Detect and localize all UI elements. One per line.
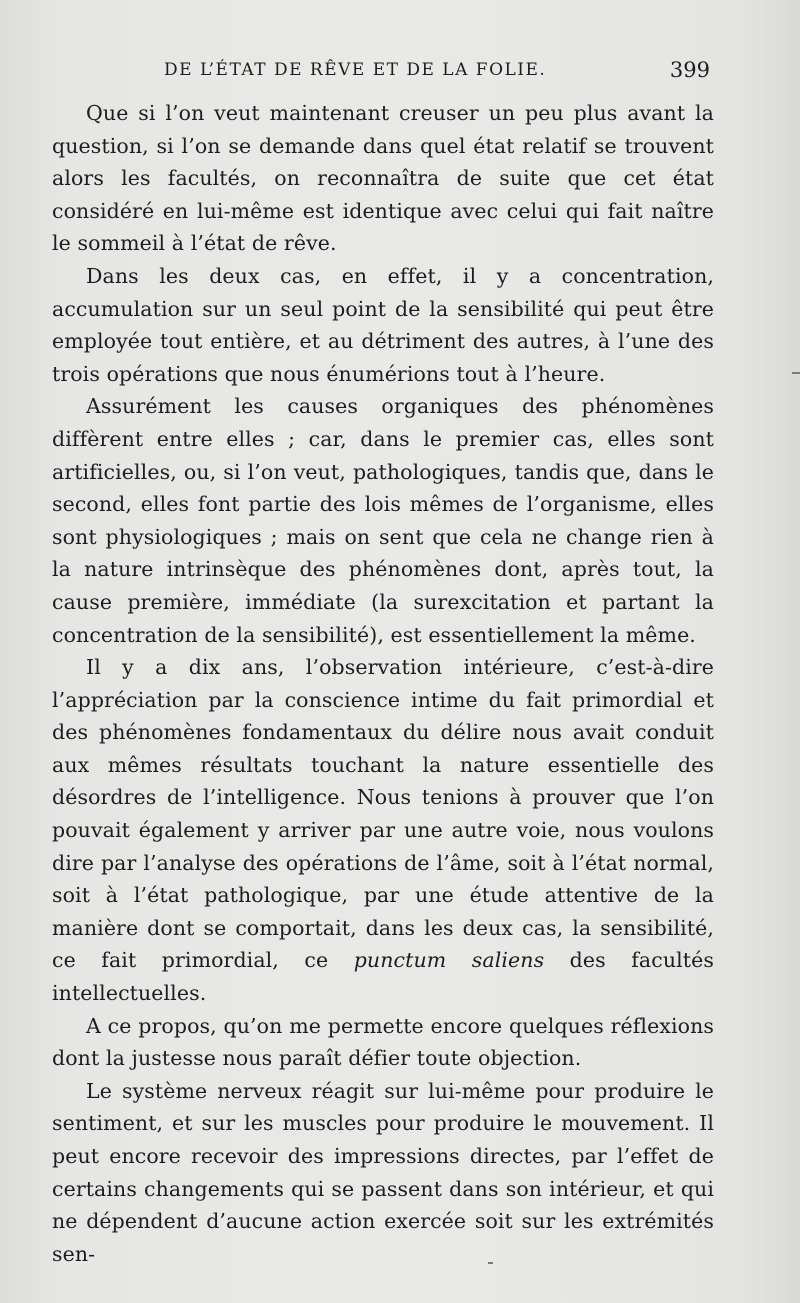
- page-header: [150, 58, 710, 88]
- margin-mark: [792, 372, 800, 374]
- paragraph-3: Assurément les causes organiques des phénomènes diffèrent entre elles ; car, dans le premier cas, elles sont artificielles, ou, si l’on veut, pathologiques, tandis que, dans le second, elles font partie des lois mêmes de l’organisme, elles sont physiologiques ; mais on sent que cela ne change rien à la nature intrinsèque des phénomènes dont, après tout, la cause première, immédiate (la surexcitation et partant la concentration de la sensibilité), est essentiellement la même.: [52, 394, 714, 647]
- body-text: [52, 97, 714, 1270]
- page-number: 399: [669, 58, 710, 82]
- paragraph-6: Le système nerveux réagit sur lui-même pour produire le sentiment, et sur les muscles pour produire le mouvement. Il peut encore recevoir des impressions directes, par l’effet de certains changements qui se passent dans son intérieur, et qui ne dépendent d’aucune action exercée soit sur les extrémités sen-: [52, 1078, 714, 1266]
- paragraph-4-text-after: des facultés intellectuelles.: [52, 948, 714, 1006]
- paragraph-5: A ce propos, qu’on me permette encore quelques réflexions dont la justesse nous paraît défier toute objection.: [52, 1013, 714, 1071]
- paragraph-4-italic-phrase: punctum saliens: [353, 948, 545, 973]
- paragraph-4: [52, 651, 714, 1010]
- paragraph-4-text-before: Il y a dix ans, l’observation intérieure, c’est-à-dire l’appréciation par la conscience intime du fait primordial et des phénomènes fondamentaux du délire nous avait conduit aux mêmes résultats touchant la nature essentielle des désordres de l’intelligence. Nous tenions à prouver que l’on pouvait également y arriver par une autre voie, nous voulons dire par l’analyse des opérations de l’âme, soit à l’état normal, soit à l’état pathologique, par une étude attentive de la manière dont se comportait, dans les deux cas, la sensibilité, ce fait primordial, ce: [52, 655, 714, 973]
- paragraph-2: Dans les deux cas, en effet, il y a concentration, accumulation sur un seul point de la sensibilité qui peut être employée tout entière, et au détriment des autres, à l’une des trois opérations que nous énumérions tout à l’heure.: [52, 263, 714, 386]
- running-head: DE L’ÉTAT DE RÊVE ET DE LA FOLIE.: [164, 60, 547, 80]
- bottom-mark: [488, 1262, 493, 1264]
- paragraph-1: Que si l’on veut maintenant creuser un peu plus avant la question, si l’on se demande dans quel état relatif se trouvent alors les facultés, on reconnaîtra de suite que cet état considéré en lui-même est identique avec celui qui fait naître le sommeil à l’état de rêve.: [52, 101, 714, 256]
